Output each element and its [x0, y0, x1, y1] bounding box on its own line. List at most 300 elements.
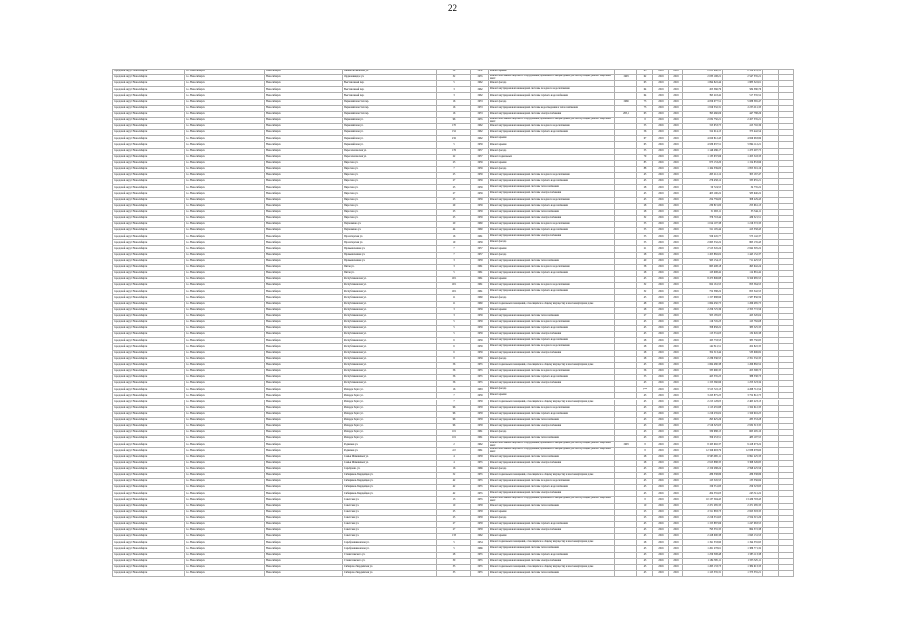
table-cell-house: 56: [436, 381, 470, 386]
table-cell-area: 45: [636, 534, 652, 539]
table-cell-house: 232: [436, 136, 470, 141]
table-cell-empty: [762, 540, 778, 545]
table-cell-cost2: 584 380,76: [722, 87, 762, 92]
table-cell-note: [614, 118, 636, 123]
table-cell-city: г.о. Новосибирск: [184, 369, 264, 374]
table-cell-year-from: 2019: [652, 510, 668, 515]
table-cell-area: 85: [636, 161, 652, 166]
table-cell-city: г.о. Новосибирск: [184, 455, 264, 460]
table-cell-cost: 10 137 594,45: [682, 497, 722, 502]
table-cell-year-to: 2019: [668, 522, 682, 527]
table-cell-area: 43: [636, 393, 652, 398]
table-cell-year-built: 1957: [470, 155, 488, 160]
table-cell-city: г.о. Новосибирск: [184, 93, 264, 98]
table-cell-year-from: 2019: [652, 69, 668, 74]
table-cell-note: [614, 246, 636, 251]
table-cell-empty: [762, 228, 778, 233]
table-cell-area: 63: [636, 81, 652, 86]
table-cell-work: Ремонт внутридомовой инженерной системы горячего водоснабжения: [488, 228, 614, 233]
table-cell-district: городской округ Новосибирск: [112, 191, 184, 196]
table-cell-year-from: 2019: [652, 448, 668, 453]
table-cell-work: Ремонт фасада: [488, 516, 614, 521]
table-cell-settlement: Новосибирск: [264, 357, 342, 362]
table-cell-year-built: 1958: [470, 504, 488, 509]
table-cell-year-to: 2019: [668, 381, 682, 386]
table-cell-empty: [778, 112, 794, 117]
table-cell-year-built: 1958: [470, 418, 488, 423]
table-cell-cost2: 112 881,42: [722, 271, 762, 276]
table-cell-area: 45: [636, 467, 652, 472]
table-cell-year-built: 1966: [470, 546, 488, 551]
table-cell-cost2: 1 385 113,38: [722, 553, 762, 558]
table-cell-year-from: 2019: [652, 528, 668, 533]
table-cell-area: 43: [636, 424, 652, 429]
table-cell-empty: [778, 314, 794, 319]
table-cell-district: городской округ Новосибирск: [112, 118, 184, 123]
table-cell-empty: [762, 265, 778, 270]
repair-plan-table: [112, 69, 794, 577]
table-cell-year-to: 2019: [668, 528, 682, 533]
table-cell-cost: 3 515 722,13: [682, 387, 722, 392]
table-cell-cost: 2 150 288,24: [682, 467, 722, 472]
table-cell-cost: 352 513,44: [682, 351, 722, 356]
table-cell-district: городской округ Новосибирск: [112, 308, 184, 313]
table-cell-note: [614, 142, 636, 147]
table-cell-empty: [778, 302, 794, 307]
table-cell-empty: [762, 553, 778, 558]
table-cell-empty: [762, 332, 778, 337]
table-cell-cost: 2 471 285,33: [682, 504, 722, 509]
table-cell-house: 96: [436, 418, 470, 423]
table-cell-empty: [778, 510, 794, 515]
table-cell-cost: 142 811,51: [682, 344, 722, 349]
table-cell-year-from: 2019: [652, 497, 668, 502]
table-cell-year-built: 1955: [470, 363, 488, 368]
table-cell-street: Первомайская 3-й пер.: [342, 100, 436, 105]
table-cell-empty: [762, 393, 778, 398]
table-cell-year-to: 2019: [668, 93, 682, 98]
table-cell-house: 2: [436, 442, 470, 447]
table-cell-empty: [778, 338, 794, 343]
table-cell-note: [614, 265, 636, 270]
table-cell-district: городской округ Новосибирск: [112, 240, 184, 245]
table-cell-work: Ремонт внутридомовой инженерной системы холодного водоснабжения: [488, 320, 614, 325]
table-cell-year-from: 2019: [652, 191, 668, 196]
table-cell-year-to: 2019: [668, 222, 682, 227]
table-cell-work: Ремонт фасада: [488, 357, 614, 362]
table-cell-cost: 2 216 331,63: [682, 516, 722, 521]
table-cell-district: городской округ Новосибирск: [112, 467, 184, 472]
table-cell-district: городской округ Новосибирск: [112, 69, 184, 74]
table-cell-note: [614, 149, 636, 154]
table-cell-house: 16: [436, 112, 470, 117]
table-cell-empty: [778, 216, 794, 221]
table-cell-empty: [762, 289, 778, 294]
table-cell-district: городской округ Новосибирск: [112, 479, 184, 484]
table-cell-city: г.о. Новосибирск: [184, 363, 264, 368]
table-cell-work: Ремонт внутридомовой инженерной системы холодного водоснабжения: [488, 344, 614, 349]
table-cell-note: [614, 559, 636, 564]
table-cell-district: городской округ Новосибирск: [112, 406, 184, 411]
table-cell-note: 1993: [614, 75, 636, 80]
table-cell-area: 43: [636, 430, 652, 435]
table-cell-area: 64: [636, 93, 652, 98]
table-cell-year-built: 1955: [470, 559, 488, 564]
table-cell-year-built: 1954: [470, 540, 488, 545]
table-cell-district: городской округ Новосибирск: [112, 87, 184, 92]
table-cell-cost: 116 745,23: [682, 320, 722, 325]
table-cell-year-built: 1961: [470, 436, 488, 441]
table-cell-settlement: Новосибирск: [264, 381, 342, 386]
table-cell-area: 45: [636, 400, 652, 405]
table-cell-settlement: Новосибирск: [264, 271, 342, 276]
table-cell-year-from: 2019: [652, 87, 668, 92]
table-cell-area: 73: [636, 100, 652, 105]
table-cell-settlement: Новосибирск: [264, 185, 342, 190]
table-cell-year-built: 1960: [470, 295, 488, 300]
table-cell-street: Пирогова ул.: [342, 167, 436, 172]
table-cell-district: городской округ Новосибирск: [112, 210, 184, 215]
table-cell-house: 152: [436, 130, 470, 135]
table-cell-cost: 1 164 339,00: [682, 167, 722, 172]
table-cell-empty: [778, 479, 794, 484]
table-cell-year-from: 2016: [652, 534, 668, 539]
table-cell-settlement: Новосибирск: [264, 516, 342, 521]
table-cell-year-from: 2016: [652, 302, 668, 307]
table-cell-area: 28: [636, 540, 652, 545]
table-cell-settlement: Новосибирск: [264, 259, 342, 264]
table-cell-year-built: 1955: [470, 491, 488, 496]
table-cell-note: [614, 326, 636, 331]
table-cell-street: Рихарда Зорге ул.: [342, 406, 436, 411]
table-cell-empty: [762, 442, 778, 447]
table-cell-city: г.о. Новосибирск: [184, 106, 264, 111]
table-cell-year-from: 2016: [652, 400, 668, 405]
table-cell-year-from: 2016: [652, 565, 668, 570]
table-cell-district: городской округ Новосибирск: [112, 106, 184, 111]
table-cell-settlement: Новосибирск: [264, 75, 342, 80]
table-cell-house: 96: [436, 412, 470, 417]
table-cell-cost: 1 184 385,11: [682, 559, 722, 564]
table-cell-cost: 425 335,25: [682, 375, 722, 380]
table-cell-house: 5: [436, 320, 470, 325]
table-cell-note: [614, 344, 636, 349]
table-cell-settlement: Новосибирск: [264, 363, 342, 368]
table-cell-year-built: 1961: [470, 430, 488, 435]
table-cell-house: 56: [436, 369, 470, 374]
table-cell-year-from: 2019: [652, 393, 668, 398]
table-cell-work: Ремонт внутридомовой инженерной системы холодного водоснабжения: [488, 479, 614, 484]
table-cell-cost: 1 157 688,96: [682, 295, 722, 300]
table-cell-area: 28: [636, 351, 652, 356]
table-cell-cost: 2 236 336,55: [682, 357, 722, 362]
table-cell-city: г.о. Новосибирск: [184, 167, 264, 172]
table-cell-cost: 2 215 128,05: [682, 400, 722, 405]
table-cell-area: 63: [636, 112, 652, 117]
table-cell-cost2: 1 855 391,16: [722, 167, 762, 172]
table-cell-note: [614, 479, 636, 484]
table-cell-year-from: 2019: [652, 485, 668, 490]
table-cell-note: [614, 295, 636, 300]
table-cell-year-to: 2019: [668, 412, 682, 417]
table-cell-area: 55: [636, 375, 652, 380]
table-cell-city: г.о. Новосибирск: [184, 69, 264, 74]
table-cell-area: 45: [636, 473, 652, 478]
table-cell-cost2: 1 320 916,25: [722, 412, 762, 417]
table-cell-house: 16: [436, 234, 470, 239]
table-cell-area: 8: [636, 448, 652, 453]
table-cell-empty: [762, 198, 778, 203]
table-cell-area: 25: [636, 510, 652, 515]
table-cell-work: Ремонт внутридомовой инженерной системы горячего водоснабжения: [488, 130, 614, 135]
table-cell-area: 45: [636, 546, 652, 551]
table-cell-empty: [778, 69, 794, 74]
table-cell-city: г.о. Новосибирск: [184, 173, 264, 178]
table-cell-cost2: 483 197,55: [722, 436, 762, 441]
table-cell-city: г.о. Новосибирск: [184, 387, 264, 392]
table-cell-year-built: 1955: [470, 381, 488, 386]
table-cell-note: [614, 216, 636, 221]
table-cell-empty: [778, 497, 794, 502]
table-cell-work: Ремонт фасада: [488, 430, 614, 435]
table-cell-area: 43: [636, 553, 652, 558]
table-cell-cost2: 6 991 225,33: [722, 455, 762, 460]
table-cell-district: городской округ Новосибирск: [112, 448, 184, 453]
table-cell-street: Первомайская ул.: [342, 118, 436, 123]
table-cell-empty: [762, 283, 778, 288]
table-cell-cost2: 2 598 225,56: [722, 467, 762, 472]
table-cell-work: Ремонт подвальных помещений, относящихся к общему имуществу в многоквартирном доме: [488, 302, 614, 307]
table-cell-cost: 4 056 077,51: [682, 100, 722, 105]
table-cell-work: Ремонт внутридомовой инженерной системы теплоснабжения: [488, 455, 614, 460]
table-cell-cost2: 35 344,11: [722, 210, 762, 215]
table-cell-empty: [778, 320, 794, 325]
table-cell-year-to: 2019: [668, 559, 682, 564]
table-cell-cost2: 2 465 223,13: [722, 400, 762, 405]
table-cell-year-built: 1959: [470, 400, 488, 405]
table-cell-year-to: 2019: [668, 198, 682, 203]
table-cell-district: городской округ Новосибирск: [112, 344, 184, 349]
table-cell-empty: [778, 142, 794, 147]
table-cell-district: городской округ Новосибирск: [112, 546, 184, 551]
table-cell-district: городской округ Новосибирск: [112, 320, 184, 325]
table-cell-note: [614, 381, 636, 386]
table-cell-year-from: 2019: [652, 185, 668, 190]
table-cell-work: Ремонт фасада: [488, 467, 614, 472]
table-cell-house: 10/1: [436, 289, 470, 294]
table-cell-year-from: 2019: [652, 240, 668, 245]
table-cell-house: 101: [436, 436, 470, 441]
table-cell-year-to: 2019: [668, 191, 682, 196]
table-cell-city: г.о. Новосибирск: [184, 393, 264, 398]
table-cell-empty: [762, 308, 778, 313]
table-cell-work: Ремонт внутридомовой инженерной системы электроснабжения: [488, 424, 614, 429]
table-cell-empty: [762, 571, 778, 576]
table-cell-year-built: 1959: [470, 320, 488, 325]
table-cell-empty: [778, 265, 794, 270]
table-cell-work: Ремонт внутридомовой инженерной системы горячего водоснабжения: [488, 289, 614, 294]
table-cell-note: [614, 357, 636, 362]
table-cell-work: Ремонт внутридомовой инженерной системы горячего водоснабжения: [488, 375, 614, 380]
table-cell-area: 63: [636, 69, 652, 74]
table-cell-street: Нижне-Ясаковская ул.: [342, 69, 436, 74]
table-cell-street: Семьи Шамшиных ул.: [342, 455, 436, 460]
table-cell-year-from: 2019: [652, 351, 668, 356]
table-cell-empty: [778, 332, 794, 337]
table-cell-work: Ремонт фасада: [488, 295, 614, 300]
table-cell-empty: [762, 436, 778, 441]
table-cell-city: г.о. Новосибирск: [184, 240, 264, 245]
table-cell-house: 5: [436, 81, 470, 86]
table-cell-area: 45: [636, 326, 652, 331]
table-cell-year-built: 1962: [470, 534, 488, 539]
table-cell-year-from: 2019: [652, 369, 668, 374]
table-cell-year-from: 2019: [652, 167, 668, 172]
table-cell-year-from: 2019: [652, 467, 668, 472]
table-cell-settlement: Новосибирск: [264, 204, 342, 209]
table-cell-empty: [762, 430, 778, 435]
table-cell-cost: 1 146 286,17: [682, 149, 722, 154]
table-cell-year-built: 1958: [470, 516, 488, 521]
table-cell-settlement: Новосибирск: [264, 100, 342, 105]
table-cell-empty: [762, 204, 778, 209]
table-cell-work: Ремонт крыши: [488, 510, 614, 515]
table-cell-year-to: 2019: [668, 173, 682, 178]
table-cell-settlement: Новосибирск: [264, 485, 342, 490]
table-cell-empty: [762, 253, 778, 258]
table-cell-work: Ремонт крыши: [488, 393, 614, 398]
table-cell-cost2: 2 554 515,26: [722, 516, 762, 521]
table-cell-settlement: Новосибирск: [264, 534, 342, 539]
table-cell-year-to: 2019: [668, 436, 682, 441]
table-cell-street: Республиканская ул.: [342, 277, 436, 282]
table-cell-empty: [778, 400, 794, 405]
table-cell-street: Советская ул.: [342, 497, 436, 502]
table-cell-area: 45: [636, 363, 652, 368]
table-cell-year-to: 2019: [668, 546, 682, 551]
table-cell-settlement: Новосибирск: [264, 106, 342, 111]
table-cell-empty: [778, 179, 794, 184]
table-cell-empty: [778, 565, 794, 570]
table-cell-year-to: 2019: [668, 369, 682, 374]
table-cell-settlement: Новосибирск: [264, 473, 342, 478]
table-cell-house: 3: [436, 87, 470, 92]
table-cell-year-from: 2019: [652, 93, 668, 98]
table-cell-year-from: 2019: [652, 295, 668, 300]
table-cell-street: Пирогова ул.: [342, 198, 436, 203]
table-cell-district: городской округ Новосибирск: [112, 277, 184, 282]
table-cell-area: 8: [636, 442, 652, 447]
table-cell-empty: [778, 412, 794, 417]
table-cell-district: городской округ Новосибирск: [112, 314, 184, 319]
table-cell-house: 42: [436, 479, 470, 484]
table-cell-year-built: 1961: [470, 277, 488, 282]
table-cell-house: 42: [436, 485, 470, 490]
table-cell-settlement: Новосибирск: [264, 479, 342, 484]
table-cell-year-from: 2019: [652, 265, 668, 270]
table-cell-empty: [778, 185, 794, 190]
table-cell-year-to: 2019: [668, 124, 682, 129]
table-cell-district: городской округ Новосибирск: [112, 534, 184, 539]
table-cell-year-to: 2019: [668, 289, 682, 294]
table-cell-cost2: 135 556,84: [722, 479, 762, 484]
table-cell-area: 45: [636, 332, 652, 337]
table-cell-city: г.о. Новосибирск: [184, 473, 264, 478]
table-cell-empty: [762, 161, 778, 166]
table-cell-empty: [778, 106, 794, 111]
table-cell-year-built: 1959: [470, 240, 488, 245]
table-cell-city: г.о. Новосибирск: [184, 338, 264, 343]
table-cell-year-from: 2016: [652, 357, 668, 362]
table-cell-street: Сибирско-Гвардейская ул.: [342, 571, 436, 576]
table-cell-year-built: 1962: [470, 87, 488, 92]
table-cell-area: 45: [636, 320, 652, 325]
table-cell-house: 25: [436, 198, 470, 203]
table-cell-year-to: 2019: [668, 314, 682, 319]
table-cell-empty: [762, 424, 778, 429]
table-cell-year-built: 1955: [470, 75, 488, 80]
table-cell-note: [614, 167, 636, 172]
table-cell-city: г.о. Новосибирск: [184, 277, 264, 282]
table-cell-district: городской округ Новосибирск: [112, 442, 184, 447]
table-cell-cost2: 495 942,24: [722, 265, 762, 270]
table-cell-house: 3: [436, 265, 470, 270]
table-cell-year-built: 1957: [470, 253, 488, 258]
table-cell-area: 28: [636, 308, 652, 313]
table-cell-cost2: 255 661,13: [722, 204, 762, 209]
table-cell-year-from: 2019: [652, 332, 668, 337]
table-cell-settlement: Новосибирск: [264, 246, 342, 251]
table-cell-district: городской округ Новосибирск: [112, 75, 184, 80]
table-cell-empty: [762, 381, 778, 386]
table-cell-year-from: 2016: [652, 455, 668, 460]
table-cell-street: Пирогова ул.: [342, 179, 436, 184]
table-cell-year-to: 2019: [668, 259, 682, 264]
table-cell-cost: 665 408,18: [682, 265, 722, 270]
table-cell-empty: [778, 485, 794, 490]
table-cell-note: [614, 253, 636, 258]
table-cell-house: 56: [436, 375, 470, 380]
table-cell-empty: [762, 118, 778, 123]
table-cell-cost: 230 815,00: [682, 204, 722, 209]
table-cell-year-to: 2019: [668, 442, 682, 447]
table-cell-note: [614, 516, 636, 521]
table-cell-settlement: Новосибирск: [264, 136, 342, 141]
table-cell-cost: 1 155 560,96: [682, 381, 722, 386]
table-cell-note: [614, 314, 636, 319]
table-cell-empty: [762, 559, 778, 564]
table-cell-cost2: 9 418 073,22: [722, 442, 762, 447]
table-cell-work: Ремонт фасада: [488, 100, 614, 105]
table-cell-cost2: 2 255 011,33: [722, 106, 762, 111]
table-cell-area: 45: [636, 179, 652, 184]
table-cell-street: Республиканская ул.: [342, 295, 436, 300]
table-cell-year-from: 2019: [652, 75, 668, 80]
table-cell-settlement: Новосибирск: [264, 504, 342, 509]
table-cell-cost2: 1 475 297,75: [722, 149, 762, 154]
table-cell-empty: [778, 204, 794, 209]
table-cell-note: [614, 497, 636, 502]
table-cell-district: городской округ Новосибирск: [112, 393, 184, 398]
table-cell-work: Ремонт крыши: [488, 136, 614, 141]
table-cell-house: 23: [436, 161, 470, 166]
table-cell-street: Серебренниковская ул.: [342, 546, 436, 551]
table-cell-year-to: 2019: [668, 534, 682, 539]
table-cell-cost2: 1 386 771,32: [722, 546, 762, 551]
table-cell-house: 33: [436, 571, 470, 576]
table-cell-city: г.о. Новосибирск: [184, 142, 264, 147]
table-cell-work: Ремонт крыши: [488, 161, 614, 166]
